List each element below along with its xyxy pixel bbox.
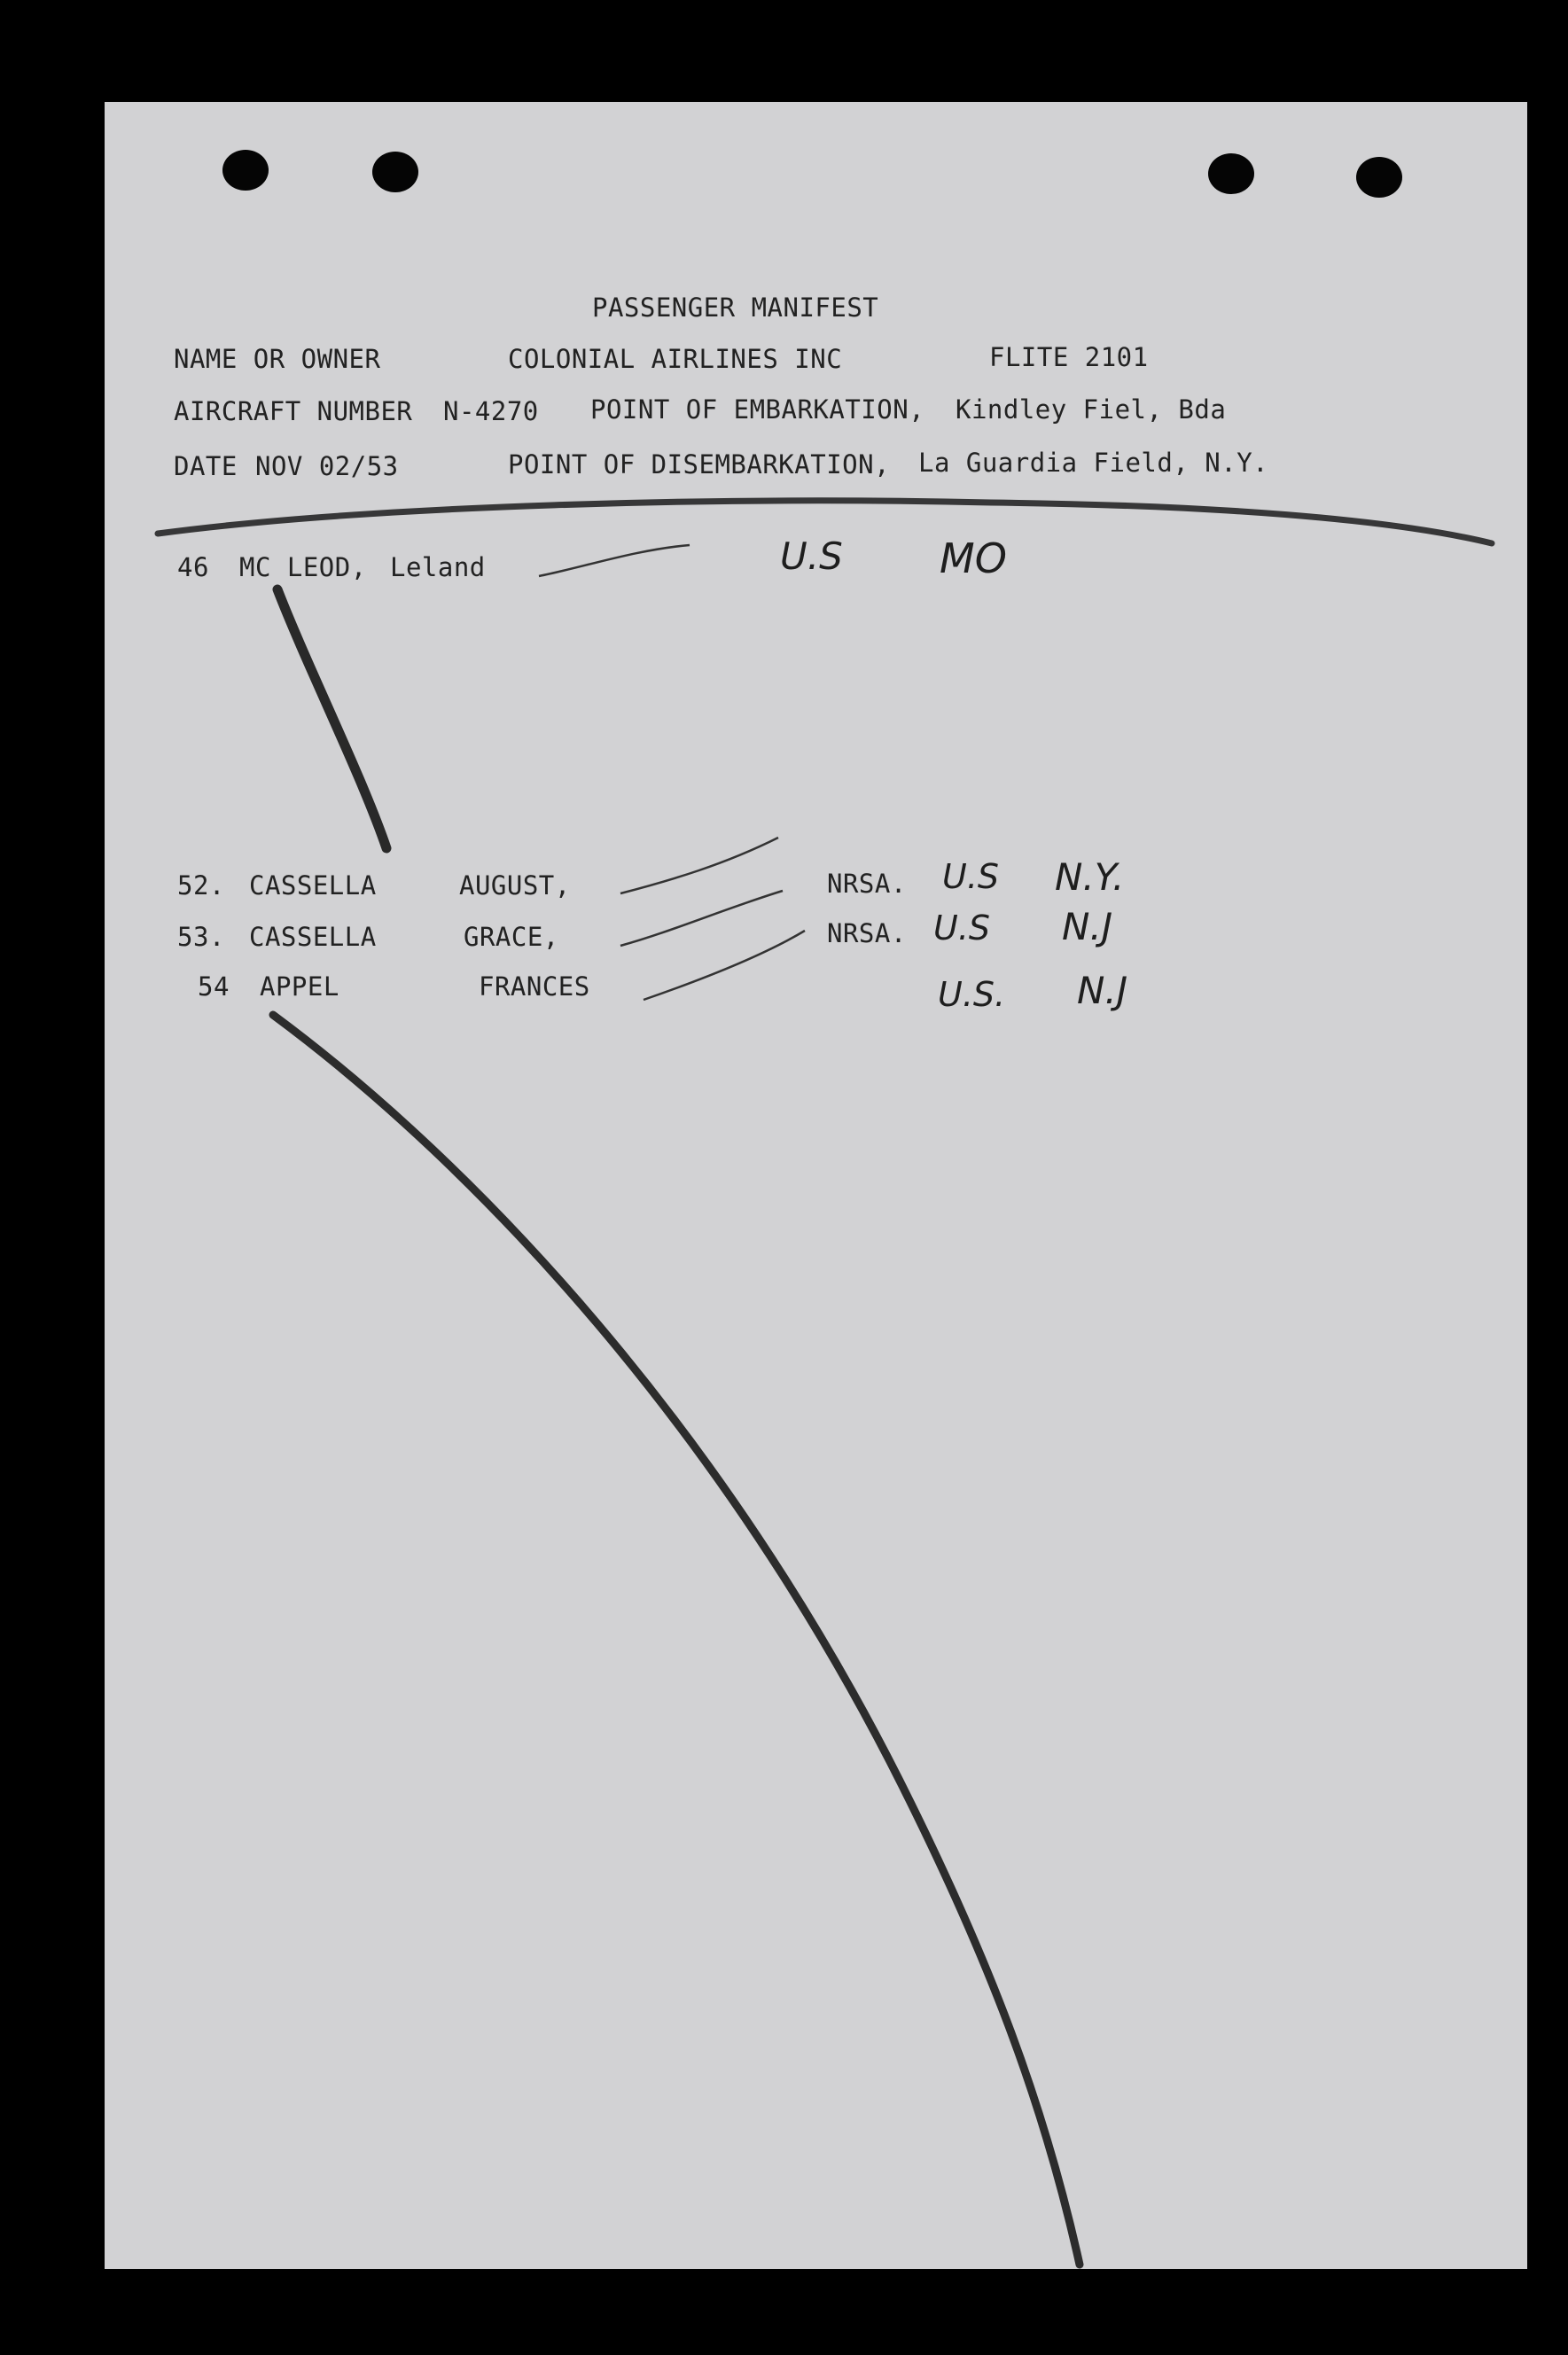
date-label: DATE — [174, 451, 238, 481]
passenger-surname: CASSELLA — [249, 870, 377, 901]
passenger-given-name: AUGUST, — [459, 870, 571, 901]
passenger-number: 54 — [198, 971, 230, 1002]
crayon-stroke-short — [277, 589, 386, 848]
handwritten-state: N.J — [1077, 969, 1128, 1012]
date-value: NOV 02/53 — [255, 451, 399, 481]
passenger-surname: MC LEOD, — [239, 552, 367, 582]
handwritten-state: MO — [940, 534, 1007, 582]
disembarkation-value: La Guardia Field, N.Y. — [918, 448, 1269, 478]
checkmark — [620, 891, 783, 946]
passenger-number: 46 — [177, 552, 209, 582]
owner-label: NAME OR OWNER — [174, 344, 381, 374]
passenger-given-name: GRACE, — [464, 922, 559, 952]
manifest-page — [105, 102, 1527, 2269]
passenger-status: NRSA. — [827, 918, 907, 948]
handwritten-citizenship: U.S. — [938, 975, 1006, 1014]
aircraft-value: N-4270 — [443, 396, 539, 426]
aircraft-label: AIRCRAFT NUMBER — [174, 396, 413, 426]
passenger-status: NRSA. — [827, 869, 907, 899]
pencil-marks — [105, 102, 1527, 2269]
checkmark — [539, 545, 690, 576]
handwritten-state: N.J — [1062, 905, 1113, 948]
passenger-given-name: Leland — [390, 552, 486, 582]
embarkation-value: Kindley Fiel, Bda — [956, 394, 1227, 425]
handwritten-citizenship: U.S — [780, 534, 843, 578]
checkmark — [620, 838, 778, 893]
crayon-divider-line — [158, 501, 1492, 543]
embarkation-label: POINT OF EMBARKATION, — [590, 394, 925, 425]
checkmark — [644, 931, 805, 1000]
passenger-surname: CASSELLA — [249, 922, 377, 952]
manifest-title: PASSENGER MANIFEST — [592, 292, 879, 323]
handwritten-state: N.Y. — [1055, 855, 1125, 899]
flight-number: FLITE 2101 — [989, 342, 1149, 372]
crayon-stroke-long — [273, 1015, 1080, 2265]
passenger-number: 53. — [177, 922, 225, 952]
passenger-given-name: FRANCES — [479, 971, 590, 1002]
handwritten-citizenship: U.S — [942, 857, 1000, 896]
passenger-number: 52. — [177, 870, 225, 901]
handwritten-citizenship: U.S — [933, 908, 991, 947]
owner-value: COLONIAL AIRLINES INC — [508, 344, 843, 374]
disembarkation-label: POINT OF DISEMBARKATION, — [508, 449, 891, 480]
passenger-surname: APPEL — [260, 971, 339, 1002]
